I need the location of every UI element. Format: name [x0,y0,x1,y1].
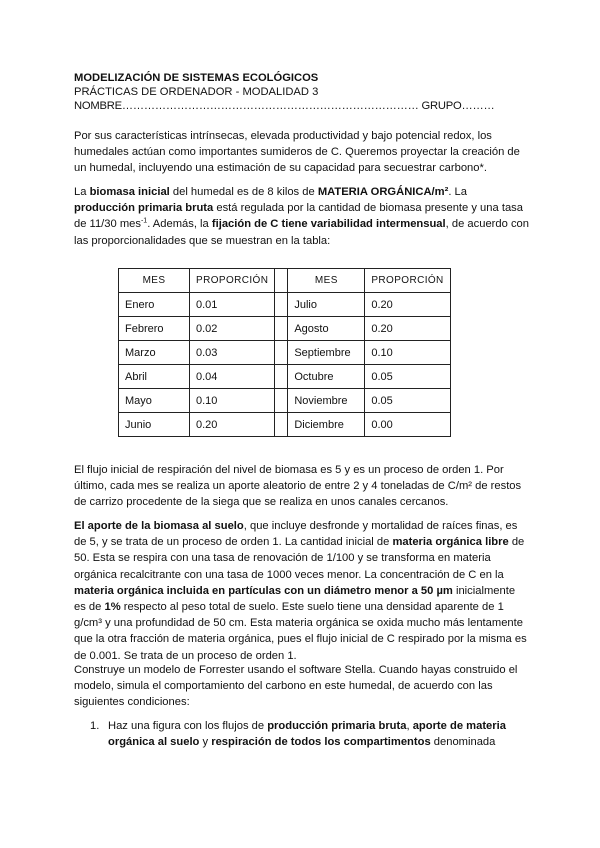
table-row [119,341,451,365]
table-row [119,317,451,341]
proportion-cell: 0.10 [190,389,275,413]
text-run: , [406,720,413,732]
bold-run: producción primaria bruta [267,720,407,732]
text-run: . La [448,186,467,198]
proportion-cell: 0.02 [190,317,275,341]
text-run: del humedal es de 8 kilos de [169,186,318,198]
spacer-cell [275,413,288,437]
bold-run: fijación de C tiene variabilidad intermensual [211,218,446,231]
text-run: denominada [430,736,496,749]
spacer-cell [275,317,288,341]
list-item-text [108,718,533,750]
spacer-cell [275,269,288,293]
proportion-cell: 0.04 [190,365,275,389]
text-run: de 50. Esta se respira con una tasa de renovación de 1/100 y se transforma en materia orgánica recalcitrante con una tasa de 1000 veces menor. La concentración de C en la [74,536,525,581]
header-cell-month-2: MES [288,269,365,293]
month-cell: Octubre [288,365,365,389]
bold-run: aporte de materia orgánica al suelo [108,720,506,749]
bold-run: 1% [104,601,121,614]
table-row [119,365,451,389]
document-subtitle: PRÁCTICAS DE ORDENADOR - MODALIDAD 3 [74,86,319,98]
bold-run: materia orgánica incluida en partículas con un diámetro menor a 50 µm [74,584,453,597]
table-row [119,413,451,437]
bold-run: MATERIA ORGÁNICA/m² [317,186,449,198]
month-cell: Marzo [119,341,190,365]
proportion-cell: 0.10 [365,341,450,365]
proportion-cell: 0.20 [365,293,450,317]
header-cell-proportion: PROPORCIÓN [190,269,275,293]
table-row [119,293,451,317]
text-run: y [199,736,212,749]
bold-run: respiración de todos los compartimentos [211,736,431,749]
spacer-cell [275,293,288,317]
header-cell-proportion-2: PROPORCIÓN [365,269,450,293]
bold-run: materia orgánica libre [392,536,509,549]
table-header-row [119,269,451,293]
month-cell: Abril [119,365,190,389]
table-row [119,389,451,413]
respiration-paragraph: El flujo inicial de respiración del nivel de biomasa es 5 y es un proceso de orden 1. Por último, cada mes se realiza un aporte aleatorio de entre 2 y 4 toneladas de C/m² de restos de carrizo procedente de la siega que se realiza en unos canales cercanos. [74,464,522,509]
month-cell: Junio [119,413,190,437]
document-title: MODELIZACIÓN DE SISTEMAS ECOLÓGICOS [74,72,319,84]
proportion-cell: 0.20 [365,317,450,341]
bold-run: biomasa inicial [89,186,170,198]
list-number: 1. [90,720,100,732]
text-run: La [74,186,90,198]
bold-run: producción primaria bruta [74,202,214,215]
list-item [90,718,530,752]
month-cell: Febrero [119,317,190,341]
month-cell: Diciembre [288,413,365,437]
soil-paragraph [74,518,529,664]
month-cell: Noviembre [288,389,365,413]
spacer-cell [275,365,288,389]
model-paragraph: Construye un modelo de Forrester usando el software Stella. Cuando hayas construido el modelo, simula el comportamiento del carbono en este humedal, de acuerdo con las siguientes condiciones: [74,664,518,709]
text-run: Haz una figura con los flujos de [108,720,268,732]
spacer-cell [275,341,288,365]
intro-paragraph: Por sus características intrínsecas, elevada productividad y bajo potencial redox, los humedales actúan como importantes sumideros de C. Queremos proyectar la creación de un humedal, incluyendo una estimación de su capacidad para secuestrar carbono*. [74,130,520,175]
text-run: respecto al peso total de suelo. Este suelo tiene una densidad aparente de 1 g/cm³ y una profundidad de 50 cm. Esta materia orgánica se oxida mucho más lentamente que la otra fracción de materia orgánica, pues el flujo inicial de C respirado por la misma es de 0.001. Se trata de un proceso de orden 1. [74,601,527,662]
text-run: está regulada por la cantidad de biomasa presente y una tasa de 11/30 mes [74,202,523,231]
name-group-line: NOMBRE……………………………………………………………………… GRUPO……… [74,100,495,112]
text-run: , de acuerdo con las proporcionalidades que se muestran en la tabla: [74,218,529,247]
month-cell: Mayo [119,389,190,413]
text-run: inicialmente es de [74,584,516,614]
proportion-cell: 0.05 [365,389,450,413]
proportion-table [118,268,451,437]
biomass-paragraph [74,184,529,249]
text-run: . Además, la [147,218,212,231]
bold-run: El aporte de la biomasa al suelo [74,520,244,532]
month-cell: Julio [288,293,365,317]
text-run: , que incluye desfronde y mortalidad de raíces finas, es de 5, y se trata de un proceso de orden 1. La cantidad inicial de [74,520,518,549]
proportion-cell: 0.03 [190,341,275,365]
header-cell-month: MES [119,269,190,293]
superscript: -1 [140,217,148,225]
proportion-cell: 0.00 [365,413,450,437]
proportion-cell: 0.20 [190,413,275,437]
proportion-cell: 0.01 [190,293,275,317]
month-cell: Enero [119,293,190,317]
proportion-cell: 0.05 [365,365,450,389]
spacer-cell [275,389,288,413]
month-cell: Agosto [288,317,365,341]
month-cell: Septiembre [288,341,365,365]
